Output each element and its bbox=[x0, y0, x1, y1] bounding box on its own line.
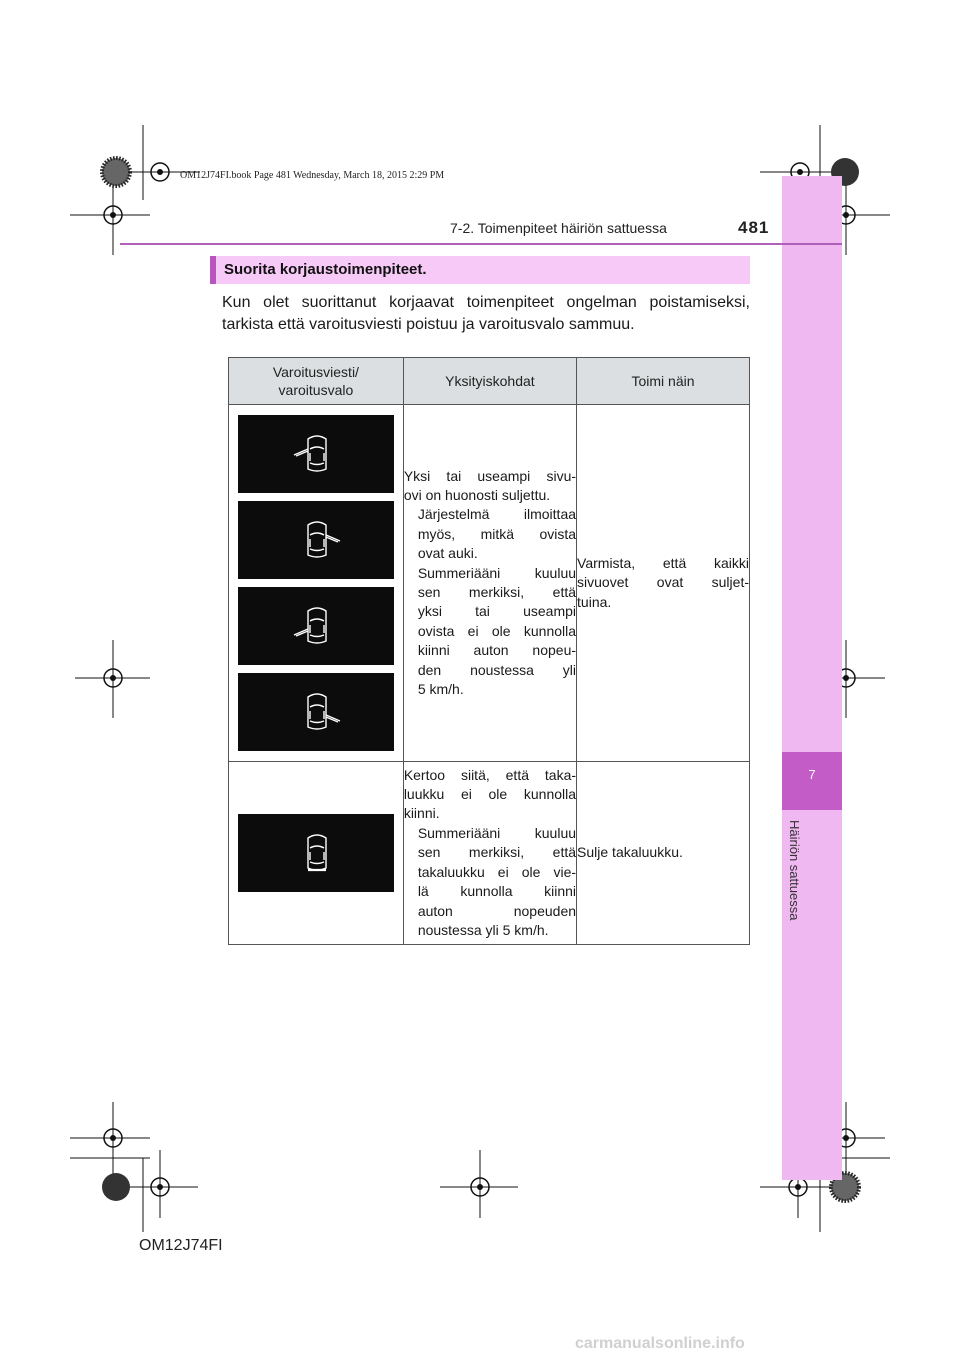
detail-line: Yksi tai useampi sivu- bbox=[403, 467, 577, 484]
details-cell bbox=[403, 405, 576, 762]
details-cell bbox=[403, 762, 576, 945]
intro-paragraph bbox=[222, 292, 750, 336]
detail-line: auton nopeuden bbox=[417, 902, 577, 919]
detail-line: sen merkiksi, että bbox=[417, 584, 577, 600]
detail-line: Summeriääni kuuluu bbox=[417, 824, 577, 841]
detail-line: ovista ei ole kunnolla bbox=[417, 622, 577, 639]
door-rear-right-open-icon bbox=[238, 673, 394, 751]
action-line: sivuovet ovat suljet- bbox=[577, 574, 749, 591]
page-number: 481 bbox=[738, 218, 770, 237]
action-cell bbox=[577, 405, 750, 762]
table-row bbox=[229, 762, 750, 945]
detail-line: myös, mitkä ovista bbox=[417, 525, 577, 542]
detail-line: luukku ei ole kunnolla bbox=[403, 786, 577, 803]
detail-line: lä kunnolla kiinni bbox=[417, 883, 577, 900]
action-cell bbox=[577, 762, 750, 945]
action-line: Varmista, että kaikki bbox=[577, 554, 749, 571]
action-line: tuina. bbox=[577, 593, 612, 610]
detail-line: ovat auki. bbox=[417, 545, 478, 562]
detail-line: Kertoo siitä, että taka- bbox=[403, 766, 577, 783]
chapter-side-tab bbox=[782, 176, 842, 1180]
action-line: Sulje takaluukku. bbox=[577, 844, 683, 861]
column-header-warning: Varoitusviesti/ varoitusvalo bbox=[229, 358, 404, 405]
header-rule bbox=[120, 243, 842, 245]
column-header-details: Yksityiskohdat bbox=[403, 358, 576, 405]
door-front-left-open-icon bbox=[238, 415, 394, 493]
intro-line: Kun olet suorittanut korjaavat toimenpiteet ongelman poistamiseksi, bbox=[222, 294, 750, 311]
detail-line: takaluukku ei ole vie- bbox=[417, 863, 577, 880]
detail-line: den noustessa yli bbox=[417, 661, 577, 678]
detail-line: noustessa yli 5 km/h. bbox=[417, 921, 549, 938]
detail-line: kiinni auton nopeu- bbox=[417, 642, 577, 659]
door-rear-left-open-icon bbox=[238, 587, 394, 665]
detail-line: kiinni. bbox=[403, 805, 440, 822]
warning-table bbox=[228, 357, 750, 945]
intro-line: tarkista että varoitusviesti poistuu ja varoitusvalo sammuu. bbox=[222, 316, 635, 333]
detail-line: yksi tai useampi bbox=[417, 603, 577, 620]
detail-line: Summeriääni kuuluu bbox=[417, 564, 577, 581]
trunk-open-icon bbox=[238, 814, 394, 892]
chapter-label: Häiriön sattuessa bbox=[787, 820, 802, 921]
footer-code: OM12J74FI bbox=[139, 1237, 223, 1254]
watermark: carmanualsonline.info bbox=[575, 1335, 745, 1352]
detail-line: sen merkiksi, että bbox=[417, 844, 577, 861]
section-title: 7-2. Toimenpiteet häiriön sattuessa bbox=[450, 220, 667, 236]
chapter-number: 7 bbox=[782, 752, 842, 810]
table-row bbox=[229, 405, 750, 762]
book-header: OM12J74FI.book Page 481 Wednesday, March 18, 2015 2:29 PM bbox=[180, 170, 445, 181]
door-front-right-open-icon bbox=[238, 501, 394, 579]
detail-line: 5 km/h. bbox=[417, 681, 464, 698]
warning-icons-cell bbox=[229, 405, 404, 762]
warning-icons-cell bbox=[229, 762, 404, 945]
detail-line: Järjestelmä ilmoittaa bbox=[417, 506, 577, 523]
column-header-action: Toimi näin bbox=[577, 358, 750, 405]
heading: Suorita korjaustoimenpiteet. bbox=[224, 261, 427, 278]
detail-line: ovi on huonosti suljettu. bbox=[403, 486, 551, 503]
